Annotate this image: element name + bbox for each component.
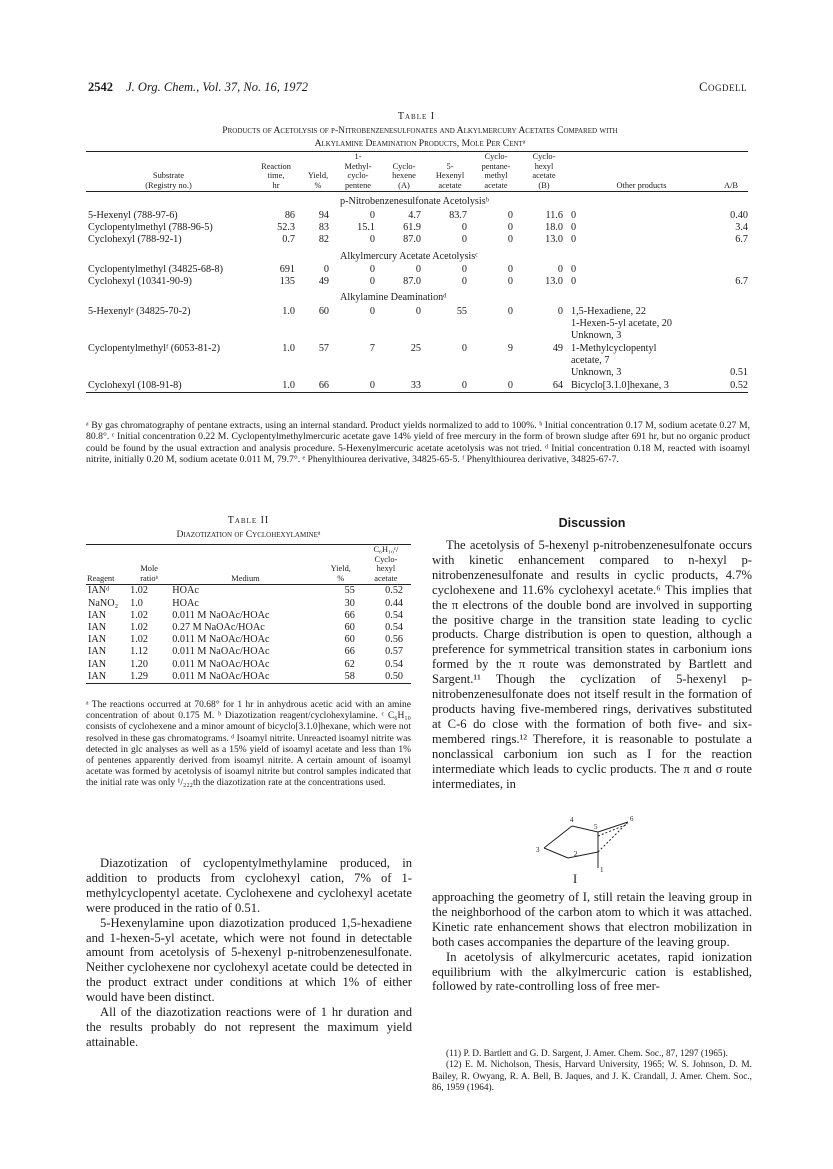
table1-row — [86, 222, 748, 234]
table1-section-title: Alkylamine Deaminationᵈ — [340, 292, 447, 304]
table2-title: Table II — [227, 515, 270, 526]
cell-yield: 30 — [344, 597, 355, 609]
cell-ratio: 3.4 — [735, 221, 748, 233]
cell-mcp: 0 — [369, 263, 375, 275]
col-header-cyclohexene: Cyclo- hexene (A) — [381, 152, 427, 192]
cell-chx: 33 — [381, 380, 427, 393]
cell-cpm: 0 — [507, 305, 513, 317]
table2-row — [86, 622, 411, 634]
cell-medium: 0.011 M NaOAc/HOAc — [172, 658, 270, 670]
table1-caption-line1: Products of Acetolysis of p-Nitrobenzenesulfonates and Alkylmercury Acetates Compared with — [222, 125, 618, 136]
cell-other-products: 0 — [571, 276, 577, 288]
atom-number: 2 — [574, 850, 578, 858]
cell-other-products: 1-Methylcyclopentyl acetate, 7 Unknown, 3 — [571, 342, 657, 379]
discussion-text-top — [432, 538, 752, 791]
cell-substrate: Cyclohexyl (10341-90-9) — [88, 276, 192, 288]
table1-section-row — [86, 247, 748, 264]
cell-ratio: 0.57 — [385, 646, 403, 658]
cell-mcp: 0 — [369, 305, 375, 317]
cell-mcp: 0 — [369, 234, 375, 246]
table1-caption-line2: Alkylamine Deamination Products, Mole Per Centᵃ — [314, 138, 526, 149]
cell-cpm: 0 — [507, 263, 513, 275]
table1-section-row — [86, 288, 748, 305]
cell-yield: 82 — [318, 234, 329, 246]
cell-substrate: Cyclopentylmethylᶠ (6053-81-2) — [88, 342, 220, 354]
cell-other-products: 0 — [571, 234, 577, 246]
table1-row — [86, 264, 748, 276]
cell-yield: 58 — [321, 671, 361, 684]
cell-hex: 0 — [461, 276, 467, 288]
cell-ratio: 0.40 — [730, 209, 748, 221]
table2-row — [86, 634, 411, 646]
cell-yield: 83 — [318, 221, 329, 233]
col-header-ratio: C₆H₁₀ᶜ/ Cyclo- hexyl acetate — [361, 545, 411, 585]
col-header-yield: Yield, % — [301, 152, 335, 192]
table1-header-row — [86, 152, 748, 192]
cell-medium: HOAc — [172, 585, 199, 597]
cell-reagent: IAN — [88, 658, 107, 670]
cell-chx: 25 — [410, 342, 421, 354]
cell-other-products: 0 — [571, 263, 577, 275]
cell-ratio: 6.7 — [735, 234, 748, 246]
cell-mole-ratio: 1.0 — [130, 597, 143, 609]
page-number: 2542 — [88, 80, 113, 94]
cell-other-products: 1,5-Hexadiene, 22 1-Hexen-5-yl acetate, 20 Unknown, 3 — [571, 305, 672, 342]
cell-reagent: IAN — [88, 609, 107, 621]
cell-time: 1.0 — [251, 380, 301, 393]
cell-ratio: 0.56 — [385, 634, 403, 646]
cell-chx: 4.7 — [408, 209, 421, 221]
table1-row — [86, 343, 748, 380]
table1-row — [86, 380, 748, 393]
cell-medium: 0.27 M NaOAc/HOAc — [172, 621, 265, 633]
col-header-other-products: Other products — [569, 152, 714, 192]
cell-cha: 13.0 — [545, 276, 563, 288]
body-paragraph: In acetolysis of alkylmercuric acetates, rapid ionization equilibrium with the alkylmercuric cation is established, followed by rate-controlling loss of free mer- — [432, 949, 752, 994]
cell-ratio: 6.7 — [735, 276, 748, 288]
cell-mcp: 15.1 — [357, 221, 375, 233]
table2-row — [86, 585, 411, 598]
table2 — [86, 544, 411, 684]
cell-reagent: IAN — [86, 671, 128, 684]
table1-row — [86, 210, 748, 222]
cell-other-products: 0 — [571, 221, 577, 233]
cell-substrate: Cyclohexyl (788-92-1) — [88, 234, 182, 246]
cell-mole-ratio: 1.12 — [130, 646, 148, 658]
cell-chx: 0 — [415, 263, 421, 275]
cell-chx: 87.0 — [403, 234, 421, 246]
cell-substrate: Cyclopentylmethyl (788-96-5) — [88, 221, 213, 233]
cell-mole-ratio: 1.02 — [130, 585, 148, 597]
cell-cpm: 0 — [507, 209, 513, 221]
discussion-text-bottom — [432, 890, 752, 994]
cell-time: 135 — [279, 276, 295, 288]
table1-caption — [100, 124, 740, 150]
cell-yield: 94 — [318, 209, 329, 221]
table2-body — [86, 585, 411, 684]
cell-mcp: 0 — [335, 380, 381, 393]
cell-other-products: Bicyclo[3.1.0]hexane, 3 — [569, 380, 714, 393]
structure-label: I — [573, 872, 578, 886]
cell-cpm: 0 — [473, 380, 519, 393]
cell-yield: 49 — [318, 276, 329, 288]
table1-title: Table I — [397, 111, 436, 122]
body-paragraph: 5-Hexenylamine upon diazotization produced 1,5-hexadiene and 1-hexen-5-yl acetate, which were not found in detectable amount from acetolysis of 5-hexenyl p-nitrobenzenesulfonate. Neither cyclohexene nor cyclohexyl acetate could be detected in the product extract under conditions at which 1% of either would have been distinct. — [86, 915, 412, 1005]
cell-cha: 13.0 — [545, 234, 563, 246]
cell-time: 52.3 — [277, 221, 295, 233]
cell-time: 1.0 — [282, 342, 295, 354]
col-header-methylcyclopentene: 1- Methyl- cyclo- pentene — [335, 152, 381, 192]
body-paragraph: approaching the geometry of I, still retain the leaving group in the neighborhood of the carbon atom to which it was attached. Kinetic rate enhancement shows that electron mobilization in both cases accompanies the departure of the leaving group. — [432, 890, 752, 949]
cell-chx: 61.9 — [403, 221, 421, 233]
cell-substrate: Cyclopentylmethyl (34825-68-8) — [88, 263, 223, 275]
cell-yield: 66 — [301, 380, 335, 393]
cell-substrate: 5-Hexenylᵉ (34825-70-2) — [88, 305, 191, 317]
journal-citation: J. Org. Chem., Vol. 37, No. 16, 1972 — [126, 80, 308, 94]
cell-cpm: 0 — [507, 234, 513, 246]
cell-yield: 0 — [323, 263, 329, 275]
col-header-time: Reaction time, hr — [251, 152, 301, 192]
table1-row — [86, 306, 748, 343]
cell-ratio — [714, 306, 748, 343]
col-header-reagent: Reagent — [86, 545, 128, 585]
body-paragraph: Diazotization of cyclopentylmethylamine produced, in addition to products from cyclohexyl cation, 7% of 1-methylcyclopentyl acetate. Cyclohexene and cyclohexyl acetate were produced in the ratio of 0.51. — [86, 856, 412, 915]
cell-mcp: 0 — [369, 209, 375, 221]
cell-hex: 83.7 — [449, 209, 467, 221]
cell-chx: 87.0 — [403, 276, 421, 288]
cell-yield: 60 — [344, 634, 355, 646]
discussion-heading: Discussion — [558, 516, 626, 530]
cell-cpm: 9 — [507, 342, 513, 354]
col-header-cyclopentanemethyl-acetate: Cyclo- pentane- methyl acetate — [473, 152, 519, 192]
table2-row — [86, 671, 411, 684]
cell-ratio: 0.54 — [385, 658, 403, 670]
cell-ratio: 0.50 — [361, 671, 411, 684]
cell-cha: 49 — [552, 342, 563, 354]
cell-ratio: 0.52 — [714, 380, 748, 393]
cell-chx: 0 — [415, 305, 421, 317]
cell-time: 86 — [284, 209, 295, 221]
table1-section-title: Alkylmercury Acetate Acetolysisᶜ — [340, 250, 478, 262]
reference-item: (12) E. M. Nicholson, Thesis, Harvard University, 1965; W. S. Johnson, D. M. Bailey, R. Owyang, R. A. Bell, B. Jaques, and J. K. Crandall, J. Amer. Chem. Soc., 86, 1959 (1964). — [432, 1060, 752, 1093]
body-paragraph: The acetolysis of 5-hexenyl p-nitrobenzenesulfonate occurs with kinetic enhancement compared to n-hexyl p-nitrobenzenesulfonate and results in cyclic products, 4.7% cyclohexene and 11.6% cyclohexyl acetate.⁶ This implies that the π electrons of the double bond are involved in supporting the positive charge in the transition state leading to cyclic products. Charge distribution is open to question, although a preference for symmetrical transition states in carbonium ions formed by the π route was demonstrated by Bartlett and Sargent.¹¹ Though the cyclization of 5-hexenyl p-nitrobenzenesulfonate does not itself result in the formation of products having five-membered rings, derivatives substituted at C-6 do close with the formation of both five- and six-membered rings.¹² Therefore, it is reasonable to postulate a nonclassical carbonium ion such as I for the reaction intermediate which leads to cyclic products. The π and σ route intermediates, in — [432, 538, 752, 791]
cell-cha: 0 — [557, 263, 563, 275]
cell-reagent: NaNO₂ — [88, 597, 119, 609]
atom-number: 1 — [600, 866, 604, 872]
cell-reagent: IANᵈ — [88, 585, 110, 597]
cell-medium: 0.011 M NaOAc/HOAc — [172, 609, 270, 621]
col-header-cyclohexyl-acetate: Cyclo- hexyl acetate (B) — [519, 152, 569, 192]
cell-mole-ratio: 1.02 — [130, 634, 148, 646]
cell-medium: 0.011 M NaOAc/HOAc — [172, 634, 270, 646]
bond — [598, 822, 628, 832]
cell-mole-ratio: 1.02 — [130, 609, 148, 621]
cell-cha: 0 — [557, 305, 563, 317]
cell-ratio: 0.52 — [385, 585, 403, 597]
references — [432, 1049, 752, 1094]
cell-yield: 66 — [344, 646, 355, 658]
table2-row — [86, 598, 411, 610]
bond — [568, 852, 598, 858]
cell-hex: 0 — [461, 234, 467, 246]
cell-reagent: IAN — [88, 634, 107, 646]
cell-yield: 62 — [344, 658, 355, 670]
cell-hex: 0 — [427, 380, 473, 393]
table1 — [86, 151, 748, 393]
cell-time: 0.7 — [282, 234, 295, 246]
cell-hex: 0 — [461, 342, 467, 354]
table2-row — [86, 659, 411, 671]
cell-reagent: IAN — [88, 621, 107, 633]
atom-number: 3 — [536, 846, 540, 854]
table2-header-row — [86, 545, 411, 585]
cell-time: 691 — [279, 263, 295, 275]
cell-cpm: 0 — [507, 221, 513, 233]
col-header-mole-ratio: Mole ratioᵇ — [128, 545, 170, 585]
running-header-left — [88, 80, 308, 95]
left-column-text — [86, 856, 412, 1050]
cell-yield: 60 — [318, 305, 329, 317]
cell-hex: 0 — [461, 263, 467, 275]
cell-mole-ratio: 1.20 — [130, 658, 148, 670]
table2-row — [86, 610, 411, 622]
cell-yield: 55 — [344, 585, 355, 597]
cell-substrate: Cyclohexyl (108-91-8) — [86, 380, 251, 393]
cell-medium: HOAc — [172, 597, 199, 609]
cell-mcp: 0 — [369, 276, 375, 288]
cell-ratio: 0.44 — [385, 597, 403, 609]
table1-row — [86, 276, 748, 288]
bond — [544, 848, 568, 858]
table1-body — [86, 192, 748, 392]
atom-number: 5 — [594, 823, 598, 831]
cell-cha: 18.0 — [545, 221, 563, 233]
table1-section-title: p-Nitrobenzenesulfonate Acetolysisᵇ — [340, 196, 489, 208]
atom-number: 4 — [570, 816, 574, 824]
cell-yield: 57 — [318, 342, 329, 354]
cell-mole-ratio: 1.02 — [130, 621, 148, 633]
table2-row — [86, 646, 411, 658]
cell-other-products: 0 — [571, 209, 577, 221]
atom-number: 6 — [630, 815, 634, 823]
col-header-hexenyl-acetate: 5- Hexenyl acetate — [427, 152, 473, 192]
bond — [544, 826, 572, 848]
running-header-author: Cogdell — [699, 80, 747, 94]
cell-ratio: 0.51 — [730, 367, 748, 379]
cell-mcp: 7 — [369, 342, 375, 354]
col-header-yield: Yield, % — [321, 545, 361, 585]
cell-ratio: 0.54 — [385, 609, 403, 621]
table1-row — [86, 234, 748, 246]
cell-substrate: 5-Hexenyl (788-97-6) — [88, 209, 178, 221]
cell-ratio: 0.54 — [385, 621, 403, 633]
col-header-ratio: A/B — [714, 152, 748, 192]
cell-ratio — [714, 264, 748, 276]
table2-caption: Diazotization of Cyclohexylamineᵃ — [176, 529, 321, 540]
col-header-substrate: Substrate (Registry no.) — [86, 152, 251, 192]
body-paragraph: All of the diazotization reactions were of 1 hr duration and the results probably do not represent the maximum yield attainable. — [86, 1005, 412, 1049]
cell-reagent: IAN — [88, 646, 107, 658]
table1-section-row — [86, 192, 748, 210]
cell-hex: 0 — [461, 221, 467, 233]
cell-cha: 64 — [519, 380, 569, 393]
cell-yield: 60 — [344, 621, 355, 633]
cell-hex: 55 — [456, 305, 467, 317]
cell-cha: 11.6 — [545, 209, 563, 221]
structure-I-diagram — [532, 812, 652, 872]
cell-time: 1.0 — [282, 305, 295, 317]
table1-footnotes: ᵃ By gas chromatography of pentane extracts, using an internal standard. Product yields normalized to add to 100%. ᵇ Initial concentration 0.17 M, sodium acetate 0.27 M, 80.8°. ᶜ Initial concentration 0.22 M. Cyclopentylmethylmercuric acetate gave 14% yield of free mercury in the form of brown sludge after 691 hr, but no organic product could be found by the usual extraction and analysis procedure. 5-Hexenylmercuric acetate acetolysis was not tried. ᵈ Initial concentration 0.18 M, reacted with isoamyl nitrite, initially 0.20 M, sodium acetate 0.011 M, 79.7°. ᵉ Phenylthiourea derivative, 34825-65-5. ᶠ Phenylthiourea derivative, 34825-67-7. — [86, 420, 750, 466]
cell-mole-ratio: 1.29 — [128, 671, 170, 684]
cell-yield: 66 — [344, 609, 355, 621]
reference-item: (11) P. D. Bartlett and G. D. Sargent, J. Amer. Chem. Soc., 87, 1297 (1965). — [446, 1049, 728, 1059]
table2-footnotes: ᵃ The reactions occurred at 70.68° for 1 hr in anhydrous acetic acid with an amine concentration of about 0.175 M. ᵇ Diazotization reagent/cyclohexylamine. ᶜ C₆H₁₀ consists of cyclohexene and a minor amount of bicyclo[3.1.0]hexane, which were not resolved in these gas chromatograms. ᵈ Isoamyl nitrite. Unreacted isoamyl nitrite was detected in glc analyses as well as a 15% yield of isoamyl acetate and less than 1% of pentenes apparently derived from isoamyl nitrite. A certain amount of isoamyl acetate was formed by acetolysis of isoamyl nitrite but control samples indicated that the initial rate was only ¹/₂₂₂th the diazotization rate at the concentrations used. — [86, 700, 412, 789]
cell-medium: 0.011 M NaOAc/HOAc — [170, 671, 320, 684]
cell-medium: 0.011 M NaOAc/HOAc — [172, 646, 270, 658]
cell-cpm: 0 — [507, 276, 513, 288]
col-header-medium: Medium — [170, 545, 320, 585]
